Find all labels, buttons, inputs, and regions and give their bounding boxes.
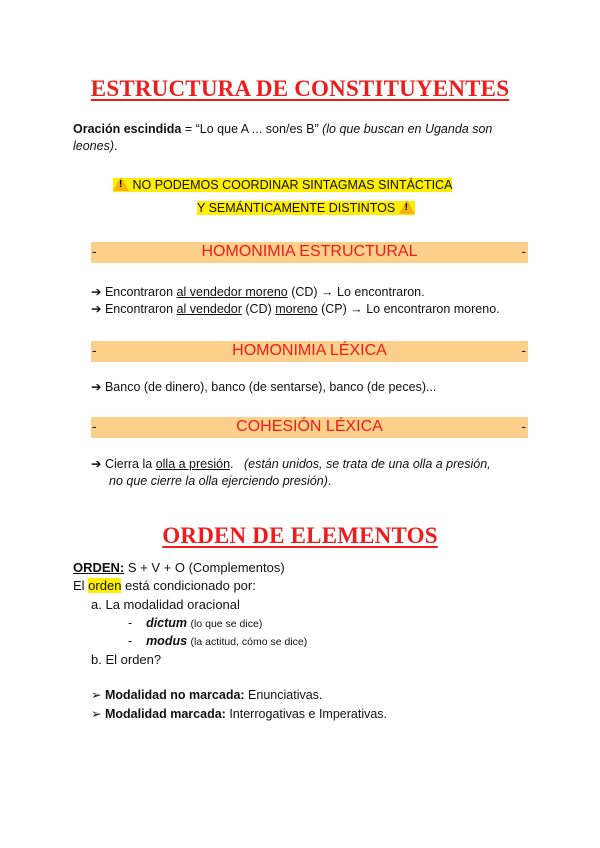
warning-line-2 — [197, 199, 415, 217]
definition-paragraph — [73, 120, 533, 138]
example-line-1: ➔ Encontraron al vendedor moreno (CD) → Lo encontraron. — [91, 285, 425, 299]
sublist-item-dictum: - dictum (lo que se dice) — [128, 616, 263, 630]
heading-homonimia-estructural: HOMONIMIA ESTRUCTURAL — [201, 243, 418, 260]
example-line-banco: ➔ Banco (de dinero), banco (de sentarse), banco (de peces)... — [91, 380, 437, 394]
modalidad-marcada: ➢ Modalidad marcada: Interrogativas e Imperativas. — [91, 707, 388, 721]
definition-example: (lo que buscan en Uganda son — [322, 122, 493, 136]
condition-line: El orden está condicionado por: — [73, 578, 256, 593]
warning-icon — [399, 200, 415, 214]
orden-line: ORDEN: S + V + O (Complementos) — [73, 560, 285, 575]
example-line-olla: ➔ Cierra la olla a presión. (están unidos, se trata de una olla a presión, — [91, 457, 491, 471]
heading-homonimia-lexica: HOMONIMIA LÉXICA — [232, 342, 387, 359]
arrow-right-icon: ➔ — [91, 380, 102, 394]
heading-cohesion-lexica: COHESIÓN LÉXICA — [236, 418, 383, 435]
definition-text: = “Lo que A ... son/es B” — [181, 122, 323, 136]
list-item-a: a. La modalidad oracional — [91, 597, 240, 612]
definition-paragraph-cont: leones). — [73, 139, 118, 153]
arrow-right-icon: ➔ — [91, 302, 102, 316]
arrow-right-icon: ➔ — [91, 457, 102, 471]
example-line-olla-cont: no que cierre la olla ejerciendo presión). — [109, 474, 332, 488]
definition-label: Oración escindida — [73, 122, 182, 136]
section-title-estructura: ESTRUCTURA DE CONSTITUYENTES — [90, 76, 510, 101]
sublist-item-modus: - modus (la actitud, cómo se dice) — [128, 634, 308, 648]
definition-example-cont: leones) — [73, 139, 114, 153]
heading-band-cohesion-lexica: - COHESIÓN LÉXICA - — [91, 417, 528, 438]
arrowhead-right-icon: ➢ — [91, 707, 102, 721]
modalidad-no-marcada: ➢ Modalidad no marcada: Enunciativas. — [91, 688, 323, 702]
section-title-orden: ORDEN DE ELEMENTOS — [162, 523, 438, 548]
example-line-2: ➔ Encontraron al vendedor (CD) moreno (CP) → Lo encontraron moreno. — [91, 302, 500, 316]
warning-text-2: Y SEMÁNTICAMENTE DISTINTOS — [197, 201, 396, 215]
list-item-b: b. El orden? — [91, 652, 162, 667]
orden-label: ORDEN: — [73, 560, 125, 575]
warning-text-1: NO PODEMOS COORDINAR SINTAGMAS SINTÁCTICA — [132, 178, 453, 192]
warning-line-1 — [113, 176, 452, 194]
warning-icon — [113, 177, 129, 191]
heading-band-homonimia-lexica: - HOMONIMIA LÉXICA - — [91, 341, 528, 362]
arrow-right-icon: ➔ — [91, 285, 102, 299]
heading-band-homonimia-estructural: - HOMONIMIA ESTRUCTURAL - — [91, 242, 528, 263]
arrowhead-right-icon: ➢ — [91, 688, 102, 702]
